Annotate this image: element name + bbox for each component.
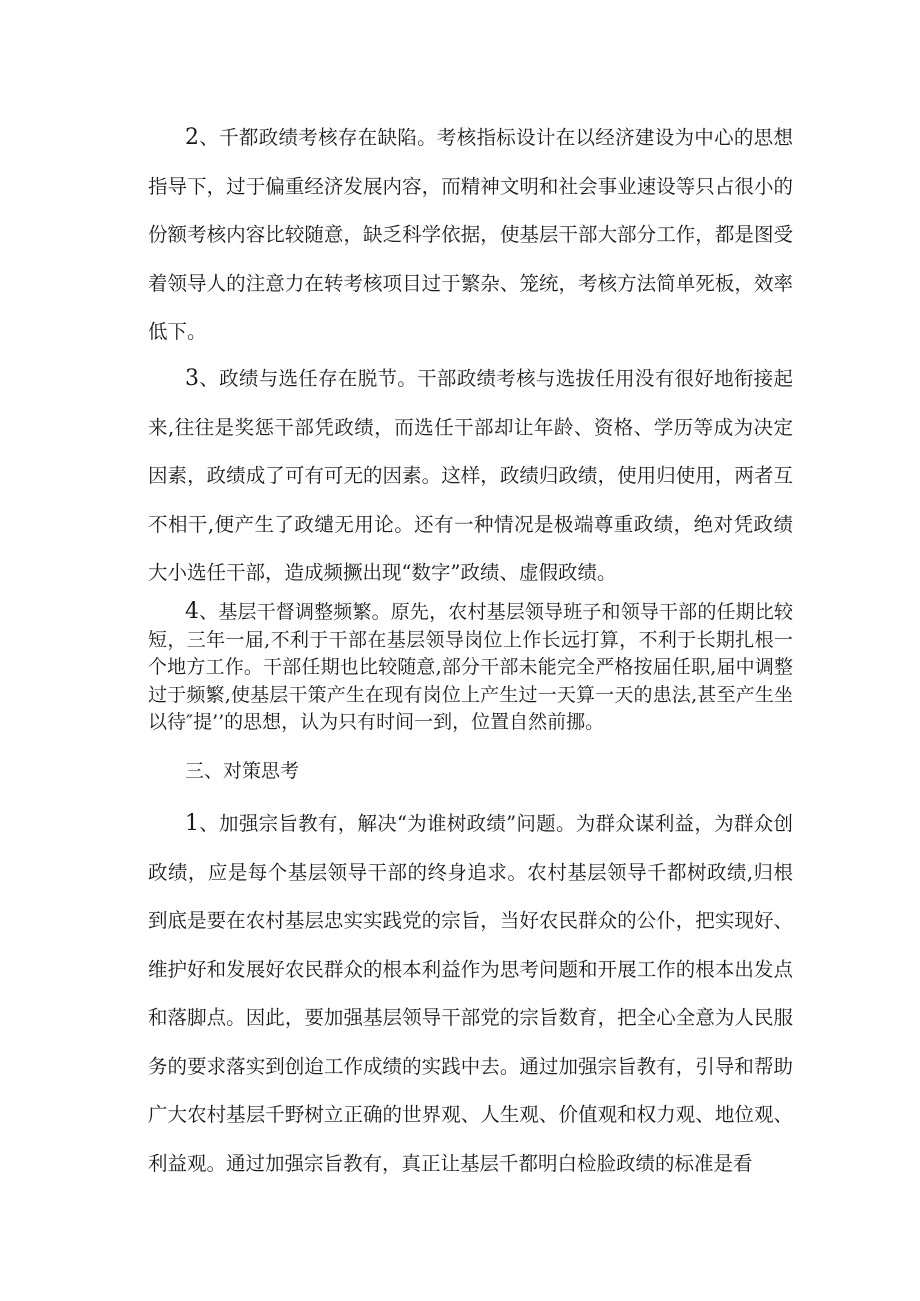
- paragraph-number: 4: [185, 599, 199, 624]
- paragraph-performance-selection-gap: [148, 355, 793, 598]
- paragraph-frequent-adjustment: [148, 598, 793, 737]
- paragraph-text: 、加强宗旨教有，解决“为谁树政绩”问题。为群众谋利益，为群众创政绩，应是每个基层领导干部的终身追求。农村基层领导千都树政绩,归根到底是要在农村基层忠实实践党的宗旨，当好农民群众的公仆，把实现好、维护好和发展好农民群众的根本利益作为思考问题和开展工作的根本出发点和落脚点。因此，要加强基层领导干部党的宗旨数育，把全心全意为人民服务的要求落实到创迨工作成绩的实践中去。通过加强宗旨教有，引导和帮助广大农村基层千野树立正确的世界观、人生观、价值观和权力观、地位观、利益观。通过加强宗旨教有，真正让基层千都明白检脸政绩的标准是看: [148, 812, 793, 1175]
- paragraph-text: 、政绩与选任存在脱节。干部政绩考核与选拔任用没有很好地衔接起来,往往是奖惩干部凭政绩，而选任干部却让年龄、资格、学历等成为决定因素，政绩成了可有可无的因素。这样，政绩归政绩，使用归使用，两者互不相干,便产生了政缱无用论。还有一种情况是极端尊重政绩，绝对凭政绩大小选任干部，造成频撅出现“数字”政绩、虚假政绩。: [148, 367, 793, 584]
- paragraph-number: 1: [185, 811, 199, 836]
- paragraph-number: 2: [185, 125, 199, 150]
- section-heading: 三、对策思考: [185, 760, 300, 782]
- paragraph-cadre-assessment-defects: [148, 114, 793, 357]
- paragraph-text: 、千都政绩考核存在缺陷。考核指标设计在以经济建设为中心的思想指导下，过于偏重经济发展内容，而精神文明和社会事业速设等只占很小的份额考核内容比较随意，缺乏科学依据，使基层干部大部分工作，都是图受着领导人的注意力在转考核项目过于繁杂、笼统，考核方法简单死板，效率低下。: [148, 126, 793, 343]
- paragraph-purpose-education: [148, 800, 793, 1188]
- paragraph-text: 、基层干督调整频繁。原先，农村基层领导班子和领导干部的任期比较短，三年一届,不利于干部在基层领导岗位上作长远打算，不利于长期扎根一个地方工作。干部任期也比较随意,部分干部未能完全严格按届任职,届中调整过于频繁,使基层干策产生在现有岗位上产生过一天算一天的患法,甚至产生坐以待″提’’的思想，认为只有时间一到，位置自然前挪。: [148, 601, 793, 733]
- paragraph-number: 3: [185, 366, 199, 391]
